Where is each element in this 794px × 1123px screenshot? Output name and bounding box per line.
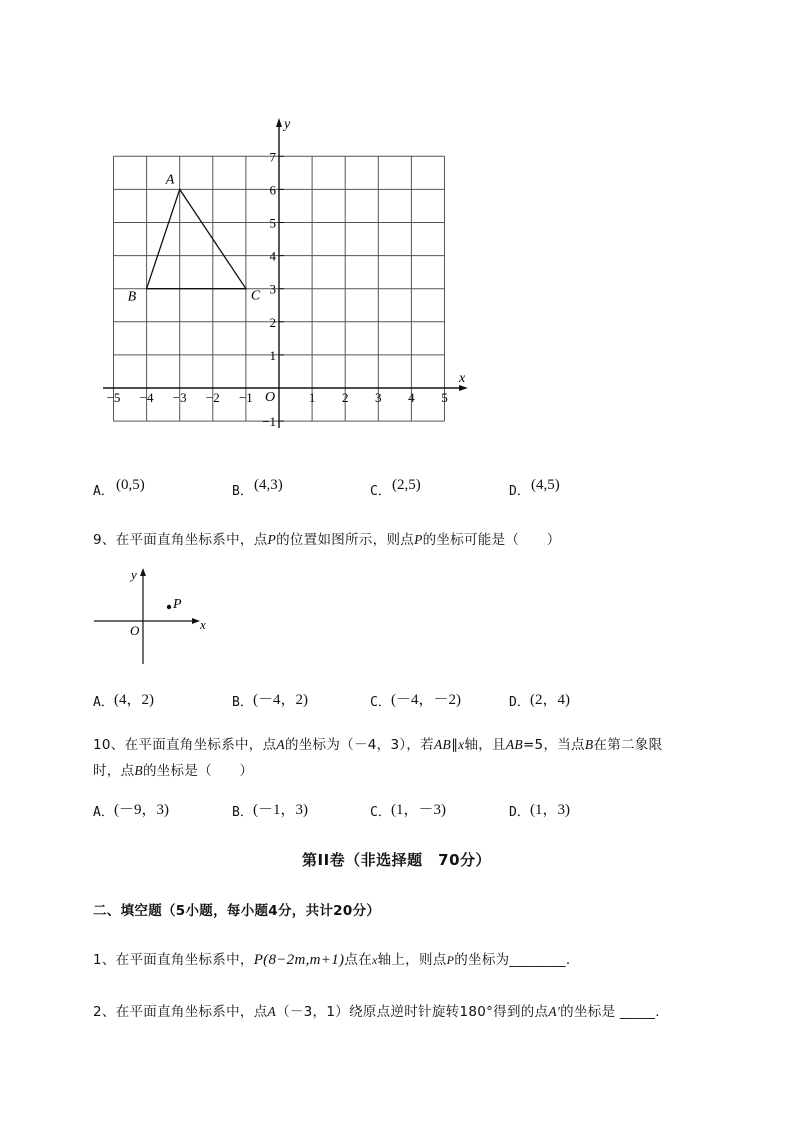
q9-text: 的坐标可能是（ ） <box>422 532 561 548</box>
q10-var: B <box>134 763 143 778</box>
q9-option-c-letter: C． <box>370 695 391 710</box>
fill-question-1 <box>93 948 570 969</box>
y-tick-label: 3 <box>269 281 276 297</box>
q10-var: AB <box>505 737 523 752</box>
f1-text: 的坐标为________. <box>454 952 571 968</box>
coordinate-grid-figure <box>100 112 480 432</box>
q10-text: 的坐标为（－4，3），若 <box>284 737 434 753</box>
f2-number: 2、 <box>93 1004 116 1020</box>
q10-var: B <box>584 737 594 752</box>
f2-text: 在平面直角坐标系中，点 <box>115 1004 268 1020</box>
q9-point-label: P <box>173 597 182 612</box>
q10-option-c-letter: C． <box>370 805 391 820</box>
y-tick-label: 1 <box>269 347 276 363</box>
x-axis-label: x <box>459 371 466 386</box>
q10-text: ∥ <box>451 737 459 753</box>
q10-text: 轴，且 <box>464 737 506 753</box>
q10-var: x <box>458 737 465 752</box>
f1-text: 点在 <box>344 952 372 968</box>
axes <box>103 118 468 428</box>
point-label-b: B <box>127 289 137 305</box>
q10-question-line2 <box>93 759 253 779</box>
q10-option-a-letter: A． <box>93 805 114 820</box>
y-tick-label: −1 <box>262 414 276 430</box>
y-tick-label: 2 <box>269 314 276 330</box>
triangle-abc <box>147 189 246 288</box>
q10-option-d-value: (1，3) <box>530 802 570 818</box>
f2-var: A <box>267 1004 277 1019</box>
triangle-shape <box>147 189 246 288</box>
q9-option-c-value: (－4，－2) <box>391 692 461 708</box>
origin-label: O <box>265 390 276 405</box>
f1-number: 1、 <box>93 952 116 968</box>
q9-var-p: P <box>267 532 277 547</box>
x-tick-label: −4 <box>139 390 154 405</box>
q9-origin-label: O <box>130 623 140 638</box>
q10-text: 的坐标是（ ） <box>142 763 254 779</box>
y-tick-label: 5 <box>269 215 276 231</box>
q10-option-c-value: (1，－3) <box>391 802 446 818</box>
q9-x-label: x <box>200 617 206 632</box>
q8-option-b-value: (4,3) <box>254 477 283 493</box>
q10-var: AB <box>433 737 452 752</box>
y-tick-label: 7 <box>269 149 276 165</box>
q9-option-b-letter: B． <box>232 695 253 710</box>
q9-point-figure <box>88 560 218 670</box>
x-tick-label: 5 <box>441 390 448 405</box>
f1-var: x <box>371 953 378 967</box>
q9-option-d-letter: D． <box>509 695 530 710</box>
f2-text: 的坐标是 _____. <box>560 1004 660 1020</box>
x-tick-label: 3 <box>375 390 382 405</box>
q10-text: 时，点 <box>93 763 135 779</box>
section-title: 第II卷（非选择题 70分） <box>302 851 492 869</box>
f1-expression: P(8−2m,m+1) <box>253 952 345 968</box>
q8-option-a-value: (0,5) <box>116 477 145 493</box>
point-label-a: A <box>165 172 175 188</box>
f1-var: P <box>446 953 455 967</box>
q8-option-a-letter: A． <box>93 484 114 499</box>
q9-var-p: P <box>414 532 423 547</box>
q9-text: 在平面直角坐标系中，点 <box>115 532 268 548</box>
x-tick-label: −5 <box>106 390 121 405</box>
q8-option-d-value: (4,5) <box>531 477 560 493</box>
q9-option-b-value: (－4，2) <box>253 692 308 708</box>
q10-text: 在第二象限 <box>593 737 663 753</box>
q9-point-p <box>167 605 171 609</box>
part2-heading: 二、填空题（5小题，每小题4分，共计20分） <box>93 903 381 919</box>
q8-option-b-letter: B． <box>232 484 253 499</box>
q9-question <box>93 528 561 548</box>
x-tick-label: −1 <box>238 390 253 405</box>
q9-option-a-letter: A． <box>93 695 114 710</box>
q9-option-a-value: (4，2) <box>114 692 154 708</box>
q9-y-arrow-icon <box>140 568 146 576</box>
q8-option-c-letter: C． <box>370 484 391 499</box>
f2-text: （－3，1）绕原点逆时针旋转180°得到的点 <box>276 1004 549 1020</box>
point-label-c: C <box>250 288 261 304</box>
q10-text: =5，当点 <box>522 737 585 753</box>
q10-text: 在平面直角坐标系中，点 <box>124 737 277 753</box>
q10-var: A <box>276 737 285 752</box>
x-tick-label: 2 <box>341 390 349 405</box>
q9-x-arrow-icon <box>192 618 200 624</box>
q10-option-a-value: (－9，3) <box>114 802 169 818</box>
q9-number: 9、 <box>93 532 116 548</box>
q8-option-d-letter: D． <box>509 484 530 499</box>
q10-option-b-value: (－1，3) <box>253 802 308 818</box>
x-tick-label: −2 <box>205 390 220 405</box>
q8-option-c-value: (2,5) <box>392 477 421 493</box>
q9-y-label: y <box>131 567 137 582</box>
x-tick-label: 4 <box>408 390 415 405</box>
x-tick-label: −3 <box>172 390 187 405</box>
q9-text: 的位置如图所示，则点 <box>276 532 415 548</box>
q10-option-d-letter: D． <box>509 805 530 820</box>
q9-option-d-value: (2，4) <box>530 692 570 708</box>
y-tick-label: 4 <box>269 248 276 264</box>
f1-text: 轴上，则点 <box>377 952 447 968</box>
x-tick-label: 1 <box>308 390 316 405</box>
y-axis-label: y <box>284 117 291 132</box>
y-axis-arrow-icon <box>276 118 282 127</box>
q10-option-b-letter: B． <box>232 805 253 820</box>
q10-question-line1 <box>93 733 662 753</box>
f1-text: 在平面直角坐标系中， <box>115 952 254 968</box>
f2-var: A′ <box>548 1004 561 1019</box>
q10-number: 10、 <box>93 737 125 753</box>
fill-question-2 <box>93 1000 660 1020</box>
y-tick-label: 6 <box>269 182 276 198</box>
